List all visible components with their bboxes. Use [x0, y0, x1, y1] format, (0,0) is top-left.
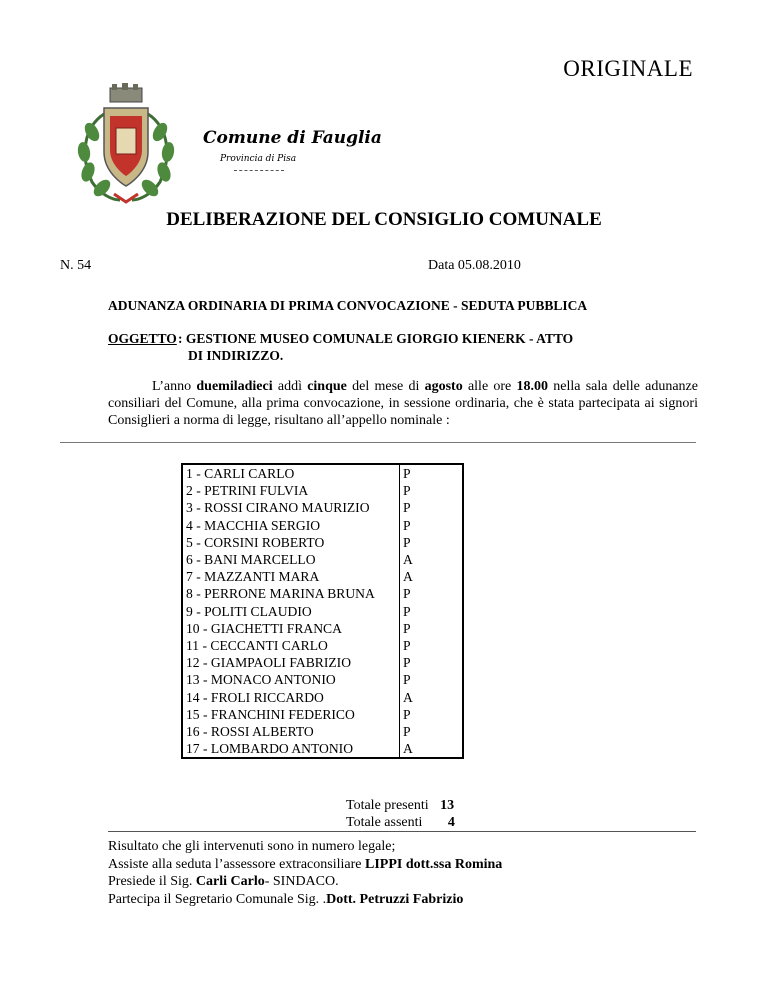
footer-line-assessore: Assiste alla seduta l’assessore extraconsiliare LIPPI dott.ssa Romina	[108, 856, 503, 872]
attendance-row	[182, 603, 463, 620]
subject-line-2: DI INDIRIZZO.	[188, 348, 284, 363]
attendance-status: P	[403, 500, 411, 516]
attendance-row	[182, 723, 463, 740]
councillor-name: 5 - CORSINI ROBERTO	[182, 534, 400, 551]
attendance-row	[182, 551, 463, 568]
attendance-status: A	[403, 741, 413, 757]
attendance-row	[182, 585, 463, 602]
councillor-name: 8 - PERRONE MARINA BRUNA	[182, 585, 400, 602]
attendance-row	[182, 637, 463, 654]
deliberation-number: N. 54	[60, 258, 92, 273]
attendance-row	[182, 706, 463, 723]
section-divider	[60, 442, 696, 443]
councillor-name: 2 - PETRINI FULVIA	[182, 482, 400, 499]
councillor-name: 14 - FROLI RICCARDO	[182, 689, 400, 706]
footer-line-president: Presiede il Sig. Carli Carlo- SINDACO.	[108, 874, 339, 889]
attendance-status: P	[403, 517, 411, 533]
session-type: ADUNANZA ORDINARIA DI PRIMA CONVOCAZIONE - SEDUTA PUBBLICA	[108, 298, 588, 313]
attendance-row	[182, 671, 463, 688]
councillor-name: 12 - GIAMPAOLI FABRIZIO	[182, 654, 400, 671]
councillor-name: 3 - ROSSI CIRANO MAURIZIO	[182, 499, 400, 516]
attendance-status: P	[403, 724, 411, 740]
councillor-name: 13 - MONACO ANTONIO	[182, 671, 400, 688]
total-present: Totale presenti 13	[346, 798, 455, 813]
intro-paragraph: L’anno duemiladieci addì cinque del mese di agosto alle ore 18.00 nella sala delle adunanze consiliari del Comune, alla prima convocazione, in sessione ordinaria, che è stata partecipata ai signori Consiglieri a norma di legge, risultano all’appello nominale :	[108, 379, 698, 428]
attendance-row	[182, 464, 463, 482]
councillor-name: 15 - FRANCHINI FEDERICO	[182, 706, 400, 723]
attendance-row	[182, 689, 463, 706]
attendance-status: P	[403, 706, 411, 722]
attendance-row	[182, 499, 463, 516]
councillor-name: 7 - MAZZANTI MARA	[182, 568, 400, 585]
attendance-status: P	[403, 483, 411, 499]
footer-text	[108, 838, 502, 908]
councillor-name: 16 - ROSSI ALBERTO	[182, 723, 400, 740]
attendance-row	[182, 568, 463, 585]
attendance-status: P	[403, 603, 411, 619]
subject-line-1: : GESTIONE MUSEO COMUNALE GIORGIO KIENERK - ATTO	[178, 331, 574, 346]
subject-label: OGGETTO	[108, 331, 177, 346]
attendance-row	[182, 534, 463, 551]
document-title: DELIBERAZIONE DEL CONSIGLIO COMUNALE	[166, 209, 602, 230]
attendance-row	[182, 517, 463, 534]
footer-line-secretary: Partecipa il Segretario Comunale Sig. .Dott. Petruzzi Fabrizio	[108, 891, 464, 907]
footer-line-quorum: Risultato che gli intervenuti sono in numero legale;	[108, 839, 396, 854]
attendance-status: A	[403, 552, 413, 568]
attendance-row	[182, 620, 463, 637]
totals-block	[346, 797, 455, 831]
councillor-name: 11 - CECCANTI CARLO	[182, 637, 400, 654]
attendance-row	[182, 740, 463, 758]
councillor-name: 4 - MACCHIA SERGIO	[182, 517, 400, 534]
footer-divider	[108, 831, 696, 832]
attendance-status: P	[403, 620, 411, 636]
councillor-name: 6 - BANI MARCELLO	[182, 551, 400, 568]
attendance-row	[182, 482, 463, 499]
attendance-status: P	[403, 586, 411, 602]
province-name: Provincia di Pisa	[220, 154, 297, 164]
councillor-name: 17 - LOMBARDO ANTONIO	[182, 740, 400, 758]
attendance-table	[181, 463, 464, 759]
attendance-status: P	[403, 672, 411, 688]
attendance-row	[182, 654, 463, 671]
councillor-name: 1 - CARLI CARLO	[182, 464, 400, 482]
attendance-status: A	[403, 689, 413, 705]
original-stamp: ORIGINALE	[563, 56, 693, 81]
attendance-status: P	[403, 466, 411, 481]
attendance-status: A	[403, 569, 413, 585]
attendance-status: P	[403, 638, 411, 654]
deliberation-date: Data 05.08.2010	[428, 258, 521, 273]
municipality-name: Comune di Fauglia	[203, 128, 382, 148]
attendance-status: P	[403, 534, 411, 550]
header-divider	[234, 170, 284, 171]
councillor-name: 10 - GIACHETTI FRANCA	[182, 620, 400, 637]
total-absent: Totale assenti 4	[346, 815, 455, 830]
coat-of-arms-icon	[70, 82, 182, 210]
councillor-name: 9 - POLITI CLAUDIO	[182, 603, 400, 620]
attendance-status: P	[403, 655, 411, 671]
